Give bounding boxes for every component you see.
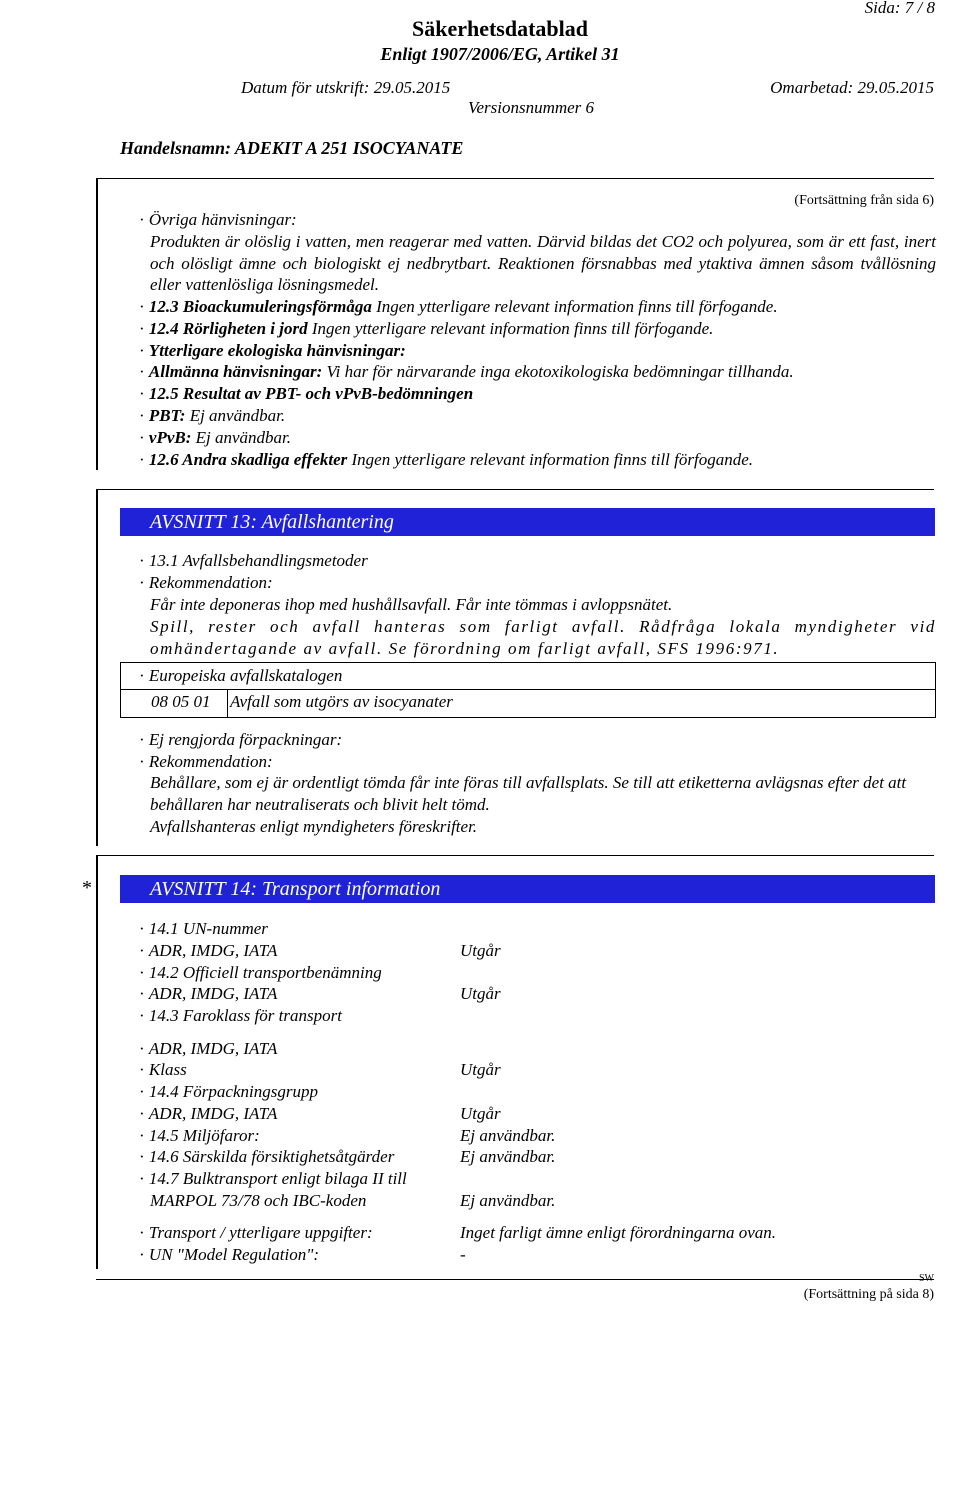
section-14-top-rule — [96, 855, 934, 856]
klass-label: · Klass — [139, 1059, 187, 1081]
klass-value: Utgår — [460, 1060, 501, 1079]
header-divider — [96, 178, 934, 179]
section-14-frame — [96, 855, 98, 1269]
proper-name-heading: · 14.2 Officiell transportbenämning — [139, 962, 382, 984]
document-title: Säkerhetsdatablad — [411, 16, 589, 41]
waste-catalog-table — [120, 662, 936, 718]
recommendation-2-line-3: Avfallshanteras enligt myndigheters föreskrifter. — [150, 817, 478, 836]
pbt-value: Ej användbar. — [189, 406, 286, 425]
un-number-heading: · 14.1 UN-nummer — [139, 918, 268, 940]
waste-catalog-divider — [121, 689, 935, 690]
print-date: Datum för utskrift: 29.05.2015 — [241, 78, 451, 97]
bioaccumulation-text: Ingen ytterligare relevant information finns till förfogande. — [376, 297, 778, 316]
change-marker: * — [82, 877, 92, 899]
recommendation-2-label: · Rekommendation: — [139, 751, 273, 773]
waste-catalog-code: 08 05 01 — [151, 692, 211, 711]
other-effects-label: 12.6 Andra skadliga effekter — [148, 450, 348, 469]
adr-row-4-label: · ADR, IMDG, IATA — [139, 1103, 277, 1125]
version-number: Versionsnummer 6 — [467, 98, 595, 117]
pbt-heading: · 12.5 Resultat av PBT- och vPvB-bedömningen — [139, 383, 473, 405]
transport-info-label: · Transport / ytterligare uppgifter: — [139, 1222, 373, 1244]
section-13-title: AVSNITT 13: Avfallshantering — [120, 508, 935, 536]
adr-row-1-label: · ADR, IMDG, IATA — [139, 940, 277, 962]
ecological-references-label: · Ytterligare ekologiska hänvisningar: — [139, 340, 406, 362]
other-effects-row — [139, 449, 753, 471]
bulk-transport-value: Ej användbar. — [460, 1191, 556, 1210]
document-subtitle: Enligt 1907/2006/EG, Artikel 31 — [380, 44, 620, 64]
recommendation-line-1: Får inte deponeras ihop med hushållsavfall. Får inte tömmas i avloppsnätet. — [150, 595, 673, 614]
un-model-regulation-value: - — [460, 1245, 466, 1264]
hazard-class-heading: · 14.3 Faroklass för transport — [139, 1005, 342, 1027]
general-references-row — [139, 361, 794, 383]
section-12-frame — [96, 178, 98, 470]
waste-catalog-description: Avfall som utgörs av isocyanater — [230, 692, 453, 711]
pbt-row — [139, 405, 285, 427]
vpvb-label: vPvB: — [148, 428, 192, 447]
footer-rule — [96, 1279, 934, 1280]
adr-row-3-label: · ADR, IMDG, IATA — [139, 1038, 277, 1060]
section-13-frame — [96, 489, 98, 846]
general-references-text: Vi har för närvarande inga ekotoxikologiska bedömningar tillhanda. — [326, 362, 794, 381]
uncleaned-packaging-label: · Ej rengjorda förpackningar: — [139, 729, 342, 751]
env-hazards-value: Ej användbar. — [460, 1126, 556, 1145]
special-precautions-value: Ej användbar. — [460, 1147, 556, 1166]
page-number: Sida: 7 / 8 — [864, 0, 935, 17]
section-14-title: AVSNITT 14: Transport information — [120, 875, 935, 903]
env-hazards-label: · 14.5 Miljöfaror: — [139, 1125, 260, 1147]
other-references-text: Produkten är olöslig i vatten, men reagerar med vatten. Därvid bildas det CO2 och polyurea, som är ett fast, inert och olösligt ämne och biologiskt ej nedbrytbart. Reaktionen försnabbas med ytaktiva ämnen såsom tvållösning eller vattenlösliga lösningsmedel. — [150, 232, 936, 295]
adr-row-4-value: Utgår — [460, 1104, 501, 1123]
trade-name: Handelsnamn: ADEKIT A 251 ISOCYANATE — [120, 138, 464, 158]
waste-catalog-cell-divider — [227, 689, 228, 717]
soil-mobility-label: 12.4 Rörligheten i jord — [148, 319, 308, 338]
pbt-label: PBT: — [148, 406, 186, 425]
bulk-transport-label-2: MARPOL 73/78 och IBC-koden — [150, 1191, 367, 1210]
soil-mobility-text: Ingen ytterligare relevant information finns till förfogande. — [311, 319, 714, 338]
continued-on: (Fortsättning på sida 8) — [803, 1287, 934, 1302]
other-effects-text: Ingen ytterligare relevant information finns till förfogande. — [351, 450, 754, 469]
adr-row-2-label: · ADR, IMDG, IATA — [139, 983, 277, 1005]
packing-group-heading: · 14.4 Förpackningsgrupp — [139, 1081, 318, 1103]
recommendation-line-2: Spill, rester och avfall hanteras som farligt avfall. Rådfråga lokala myndigheter vid omhändertagande av avfall. Se förordning om farligt avfall, SFS 1996:971. — [150, 617, 936, 658]
transport-info-value: Inget farligt ämne enligt förordningarna ovan. — [460, 1223, 777, 1242]
soil-mobility-row — [139, 318, 713, 340]
general-references-label: Allmänna hänvisningar: — [148, 362, 323, 381]
recommendation-2-text: Behållare, som ej är ordentligt tömda får inte föras till avfallsplats. Se till att etiketterna avlägsnas efter det att behållaren har neutraliserats och blivit helt tömd. — [150, 773, 907, 814]
waste-methods-heading: · 13.1 Avfallsbehandlingsmetoder — [139, 550, 368, 572]
vpvb-row — [139, 427, 291, 449]
other-references-label: · Övriga hänvisningar: — [139, 209, 297, 231]
continued-from: (Fortsättning från sida 6) — [794, 193, 934, 208]
un-model-regulation-label: · UN "Model Regulation": — [139, 1244, 319, 1266]
bioaccumulation-row — [139, 296, 778, 318]
revised-date: Omarbetad: 29.05.2015 — [770, 78, 934, 97]
bioaccumulation-label: 12.3 Bioackumuleringsförmåga — [148, 297, 372, 316]
section-13-top-rule — [96, 489, 934, 490]
bulk-transport-label-1: · 14.7 Bulktransport enligt bilaga II till — [139, 1168, 407, 1190]
recommendation-label: · Rekommendation: — [139, 572, 273, 594]
adr-row-1-value: Utgår — [460, 941, 501, 960]
vpvb-value: Ej användbar. — [195, 428, 292, 447]
adr-row-2-value: Utgår — [460, 984, 501, 1003]
waste-catalog-label: · Europeiska avfallskatalogen — [139, 665, 342, 687]
special-precautions-label: · 14.6 Särskilda försiktighetsåtgärder — [139, 1146, 394, 1168]
